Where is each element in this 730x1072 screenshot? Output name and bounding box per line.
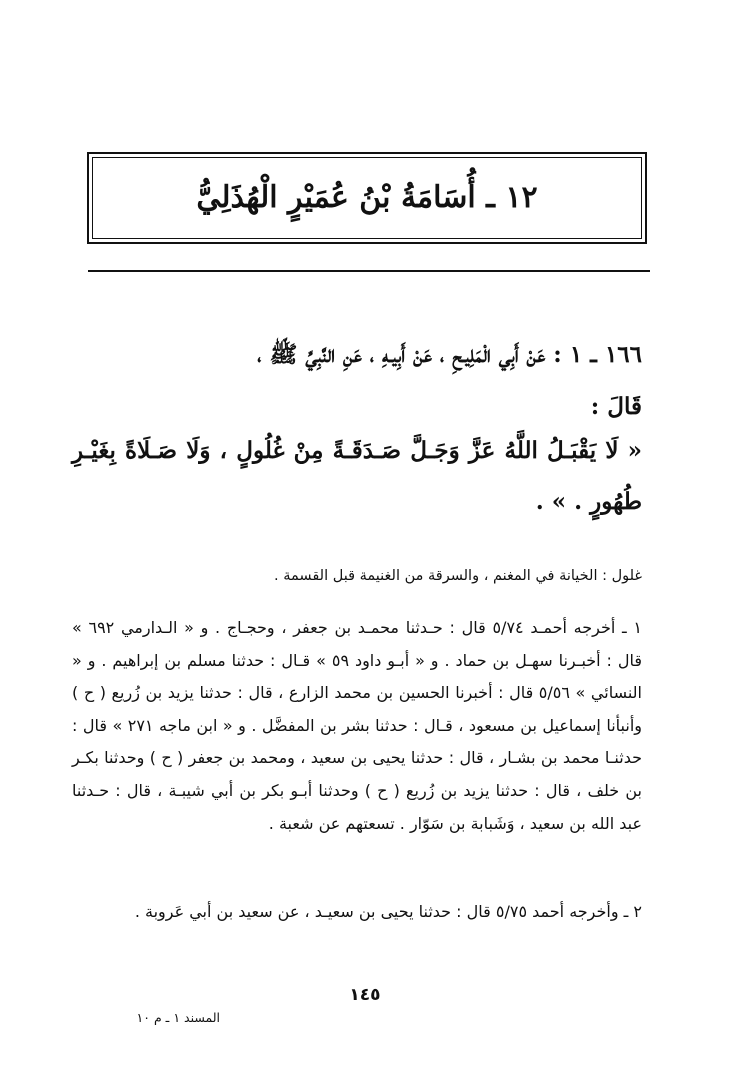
hadith-line-3: « لَا يَقْبَـلُ اللَّهُ عَزَّ وَجَـلَّ صَـدَقَـةً مِنْ غُلُولٍ ، وَلَا صَـلَاةً بِغَيْـرِ: [72, 437, 642, 464]
chapter-title-box: [87, 152, 647, 244]
hadith-line-4: طُهُورٍ . » .: [535, 488, 642, 515]
footnote-2: ٢ ـ وأخرجه أحمد ٥/٧٥ قال : حدثنا يحيى بن سعيـد ، عن سعيد بن أبي عَروبة .: [134, 902, 642, 921]
horizontal-rule: [88, 270, 650, 272]
printer-signature: المسند ١ ـ م ١٠: [136, 1010, 220, 1025]
hadith-line-1: ١٦٦ ـ ١ : عَنْ أَبِي الْمَلِيـحِ ، عَنْ أَبِيـهِ ، عَنِ النَّبِيِّ ﷺ ،: [257, 341, 642, 368]
word-gloss: غلول : الخيانة في المغنم ، والسرقة من الغنيمة قبل القسمة .: [274, 568, 642, 584]
page-number: ١٤٥: [349, 985, 381, 1005]
footnote-1: ١ ـ أخرجه أحمـد ٥/٧٤ قال : حـدثنا محمـد بن جعفر ، وحجـاج . و « الـدارمي ٦٩٢ » قال : أخبـرنا سهـل بن حماد . و « أبـو داود ٥٩ » قـال : حدثنا مسلم بن إبراهيم . و « النسائي » ٥/٥٦ قال : أخبرنا الحسين بن محمد الزارع ، قال : حدثنا يزيد بن زُريع ( ح ) وأنبأنا إسماعيل بن مسعود ، قـال : حدثنا بشر بن المفضَّل . و « ابن ماجه ٢٧١ » قال : حدثنـا محمد بن بشـار ، قال : حدثنا يحيى بن سعيد ، ومحمد بن جعفر ( ح ) وحدثنا بكـر بن خلف ، قال : حدثنا يزيد بن زُريع ( ح ) وحدثنا أبـو بكر بن أبي شيبـة ، قال : حـدثنا عبد الله بن سعيد ، وَشَبابة بن سَوّار . تسعتهم عن شعبة .: [72, 618, 642, 833]
chapter-title: ١٢ ـ أُسَامَةُ بْنُ عُمَيْرٍ الْهُذَلِيُّ: [196, 180, 538, 215]
hadith-line-2: قَالَ :: [590, 393, 642, 420]
